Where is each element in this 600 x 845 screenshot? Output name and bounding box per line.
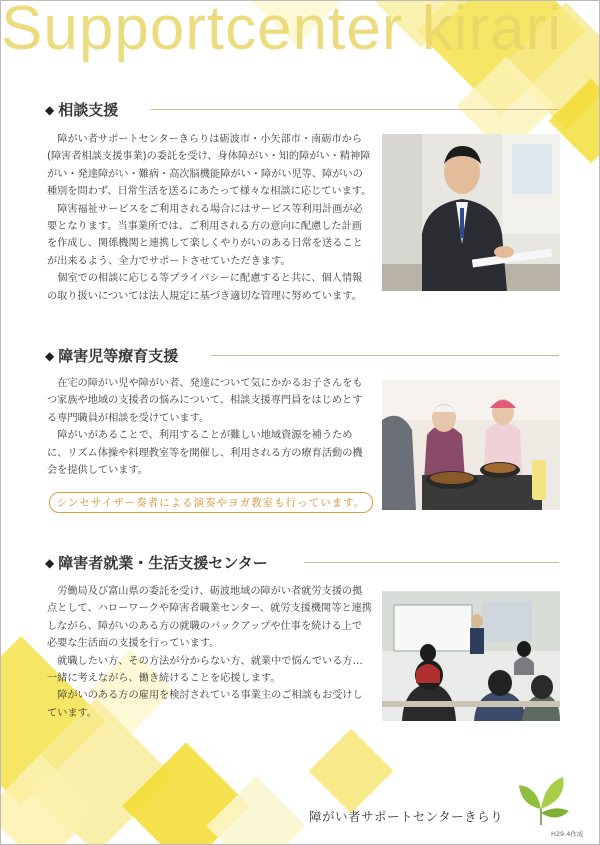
organization-name: 障がい者サポートセンターきらり <box>309 809 504 824</box>
diamond-bullet-icon: ◆ <box>45 348 55 363</box>
creation-date: H29.4作成 <box>551 830 584 838</box>
section-title-text: 相談支援 <box>58 101 119 119</box>
photo-consultation <box>382 134 560 291</box>
paragraph: 個室での相談に応じる等プライバシーに配慮すると共に、個人情報の取り扱いについては法人規定に基づき適切な管理に努めています。 <box>47 273 363 302</box>
diamond-bullet-icon: ◆ <box>45 555 55 570</box>
section-title-shuugyou <box>45 552 268 573</box>
paragraph: 障がいがあることで、利用することが難しい地域資源を補うために、リズム体操や料理教室等を開催し、利用される方の療育活動の機会を提供しています。 <box>47 430 363 477</box>
paragraph: 就職したい方、その方法が分からない方、就業中で悩んでいる方…一緒に考えながら、働き続けることを応援します。 <box>47 655 363 685</box>
section-title-ryouiku <box>45 345 178 366</box>
paragraph: 障がい者サポートセンターきらりは砺波市・小矢部市・南砺市から(障害者相談支援事業)の委託を受け、身体障がい・知的障がい・精神障がい・発達障がい・難病・高次脳機能障がい・障がい児等、障がいの種別を問わず、日常生活を送るにあたって様々な相談に応じています。 <box>47 134 372 198</box>
paragraph: 障害福祉サービスをご利用される場合にはサービス等利用計画が必要となります。当事業所では、ご利用される方の意向に配慮した計画を作成し、関係機関と連携して楽しくやりがいのある日常を送ることが出来るよう、全力でサポートさせていただきます。 <box>47 203 363 267</box>
paragraph: 在宅の障がい児や障がい者、発達について気にかかるお子さんをもつ家族や地域の支援者の悩みについて、相談支援専門員をはじめとする専門職員が相談を受けています。 <box>47 378 363 424</box>
section-divider <box>151 109 559 110</box>
highlight-note: シンセサイザー奏者による演奏やヨガ教室も行っています。 <box>49 492 373 513</box>
photo-seminar <box>382 591 560 721</box>
decorative-diamond <box>309 729 394 814</box>
section-title-soudan <box>45 99 118 120</box>
paragraph: 障がいのある方の雇用を検討されている事業主のご相談もお受けしています。 <box>47 690 363 719</box>
section-title-text: 障害者就業・生活支援センター <box>58 554 268 572</box>
section-divider <box>211 355 559 356</box>
section-body-ryouiku <box>47 375 372 479</box>
leaf-logo-icon <box>511 775 571 827</box>
section-body-soudan <box>47 131 372 305</box>
header-wordmark: Supportcenter kirari <box>1 0 563 63</box>
photo-cooking-class <box>382 380 560 510</box>
diamond-bullet-icon: ◆ <box>45 102 55 117</box>
paragraph: 労働局及び富山県の委託を受け、砺波地域の障がい者就労支援の拠点として、ハローワークや障害者職業センター、就労支援機関等と連携しながら、障がいのある方の就職のバックアップや仕事を続ける上で必要な生活面の支援を行っています。 <box>47 586 372 650</box>
section-divider <box>304 562 559 563</box>
section-title-text: 障害児等療育支援 <box>58 347 179 365</box>
section-body-shuugyou <box>47 583 372 722</box>
